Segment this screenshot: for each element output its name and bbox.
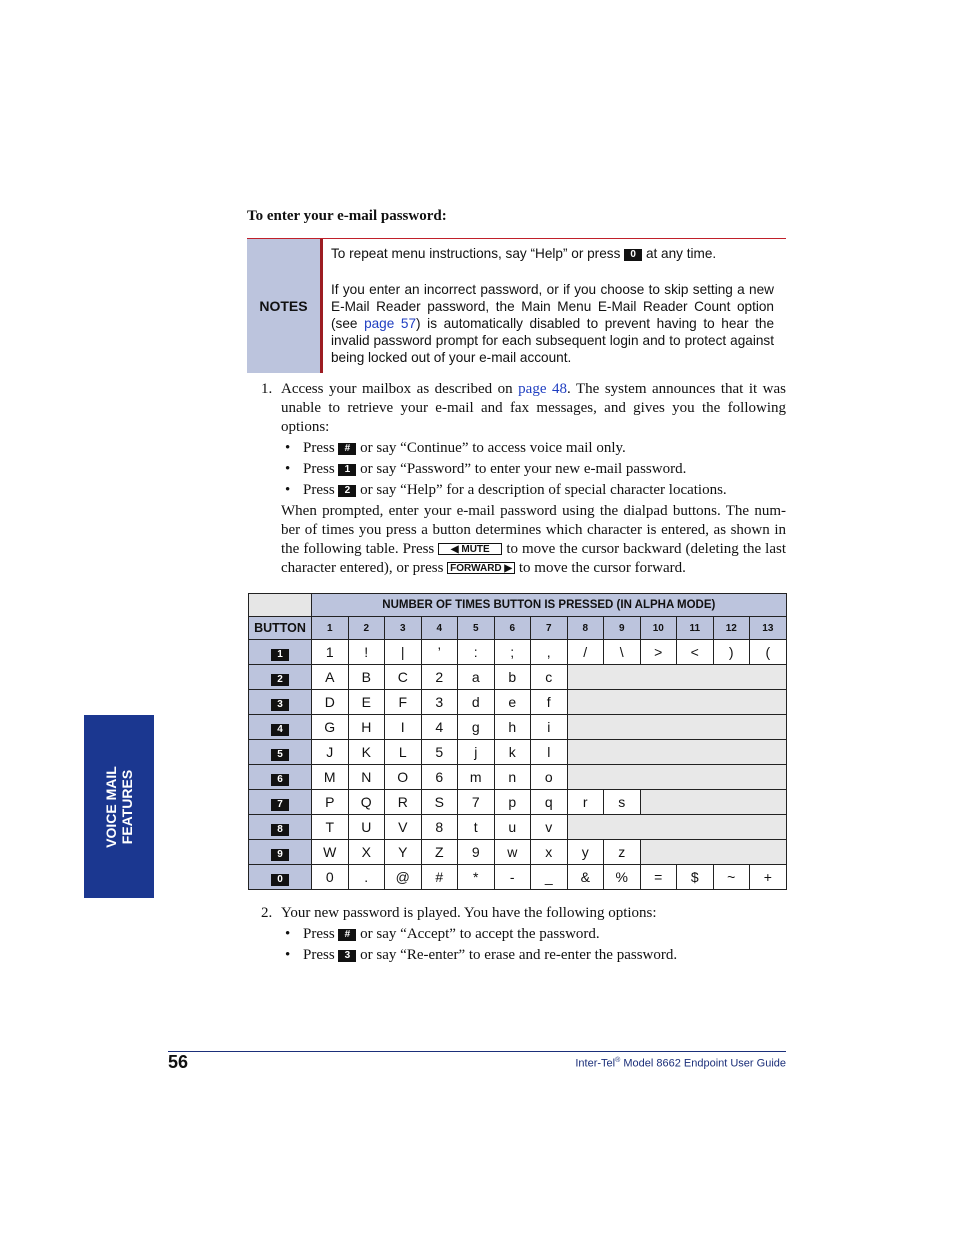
column-header: 2 [348, 617, 385, 640]
column-header: 6 [494, 617, 531, 640]
table-row [249, 840, 787, 865]
registered-mark: ® [615, 1057, 621, 1064]
notes-label: NOTES [247, 239, 323, 373]
section-title: To enter your e-mail password: [247, 208, 447, 224]
notes-line-1 [331, 245, 774, 262]
step-1-number: 1. [261, 381, 273, 397]
side-tab-line-2: FEATURES [119, 769, 136, 844]
step-2-number: 2. [261, 905, 273, 921]
empty-cell [567, 690, 786, 715]
table-cell: d [458, 690, 495, 715]
press-label: Press [303, 461, 335, 477]
table-cell: G [312, 715, 349, 740]
notes-para2-before: If you enter an incorrect password, or if you choose to skip setting a new E-Mail Reader password, the Main Menu E-Mail Reader Count option (see [331, 282, 774, 331]
table-cell: ~ [713, 865, 750, 890]
press-label: Press [303, 926, 335, 942]
dialpad-key-1: 1 [271, 649, 289, 661]
table-cell: * [458, 865, 495, 890]
button-cell [249, 840, 312, 865]
list-item [281, 439, 786, 458]
cont-c: to move the cursor forward. [518, 560, 686, 576]
footer-title [575, 1057, 786, 1070]
table-cell: V [385, 815, 422, 840]
table-cell: t [458, 815, 495, 840]
step-1-continuation [281, 502, 786, 578]
table-cell: _ [531, 865, 568, 890]
cont-b: to move the cursor backward (deleting the last character entered), or press [281, 541, 786, 576]
table-cell: 2 [421, 665, 458, 690]
table-cell: p [494, 790, 531, 815]
step-1-text [281, 380, 786, 437]
step-2-text: Your new password is played. You have the following options: [281, 905, 657, 921]
list-item [281, 925, 786, 944]
dialpad-key-2: 2 [271, 674, 289, 686]
table-cell: 0 [312, 865, 349, 890]
table-cell: v [531, 815, 568, 840]
table-cell: > [640, 640, 677, 665]
table-cell: 4 [421, 715, 458, 740]
table-cell: I [385, 715, 422, 740]
table-row [249, 740, 787, 765]
dialpad-key-9: 9 [271, 849, 289, 861]
dialpad-key-pound: # [338, 929, 356, 941]
table-cell: o [531, 765, 568, 790]
button-cell [249, 740, 312, 765]
table-cell: | [385, 640, 422, 665]
table-cell: < [677, 640, 714, 665]
side-tab-line-1: VOICE MAIL [103, 765, 120, 848]
table-cell: g [458, 715, 495, 740]
empty-cell [567, 740, 786, 765]
table-cell: D [312, 690, 349, 715]
table-cell: K [348, 740, 385, 765]
mute-key: ◀ MUTE [438, 543, 502, 555]
table-cell: z [604, 840, 641, 865]
table-cell: 9 [458, 840, 495, 865]
table-cell: Y [385, 840, 422, 865]
table-cell: Q [348, 790, 385, 815]
table-row [249, 665, 787, 690]
table-cell: C [385, 665, 422, 690]
column-header: 7 [531, 617, 568, 640]
table-cell: 7 [458, 790, 495, 815]
table-cell: @ [385, 865, 422, 890]
table-cell: R [385, 790, 422, 815]
table-cell: , [531, 640, 568, 665]
list-item [281, 946, 786, 965]
table-row [249, 815, 787, 840]
table-cell: n [494, 765, 531, 790]
table-cell: m [458, 765, 495, 790]
table-column-header-row [249, 617, 787, 640]
table-cell: h [494, 715, 531, 740]
column-header: 10 [640, 617, 677, 640]
table-cell: x [531, 840, 568, 865]
dialpad-key-0: 0 [271, 874, 289, 886]
table-cell: s [604, 790, 641, 815]
table-cell: U [348, 815, 385, 840]
button-cell [249, 715, 312, 740]
table-cell: B [348, 665, 385, 690]
empty-cell [567, 665, 786, 690]
dialpad-key-5: 5 [271, 749, 289, 761]
table-title: NUMBER OF TIMES BUTTON IS PRESSED (IN ALPHA MODE) [312, 594, 787, 617]
step-2-options [281, 925, 786, 965]
table-corner-cell [249, 594, 312, 617]
table-cell: y [567, 840, 604, 865]
table-cell: O [385, 765, 422, 790]
cont-a: When prompted, enter your e-mail password using the dialpad buttons. The num-ber of times you press a button determines which character is entered, as shown in the following table. Press [281, 503, 786, 557]
empty-cell [567, 765, 786, 790]
notes-para2-after: ) is automatically disabled to prevent having to hear the invalid password prompt for each subsequent login and to protect against being locked out of your e-mail account. [331, 316, 775, 365]
button-cell [249, 690, 312, 715]
table-row [249, 865, 787, 890]
table-cell: A [312, 665, 349, 690]
dialpad-key-7: 7 [271, 799, 289, 811]
table-row [249, 690, 787, 715]
option-text: or say “Password” to enter your new e-mail password. [360, 461, 687, 477]
button-cell [249, 865, 312, 890]
notes-text [331, 245, 774, 366]
table-cell: J [312, 740, 349, 765]
table-cell: q [531, 790, 568, 815]
table-row [249, 790, 787, 815]
option-text: or say “Help” for a description of special character locations. [360, 482, 727, 498]
column-header: 8 [567, 617, 604, 640]
dialpad-key-3: 3 [271, 699, 289, 711]
column-header: 9 [604, 617, 641, 640]
table-cell: W [312, 840, 349, 865]
table-cell: \ [604, 640, 641, 665]
table-cell: 3 [421, 690, 458, 715]
table-cell: 1 [312, 640, 349, 665]
forward-key: FORWARD ▶ [447, 562, 515, 574]
list-item [281, 460, 786, 479]
press-label: Press [303, 440, 335, 456]
empty-cell [567, 815, 786, 840]
notes-line1-after: at any time. [645, 246, 717, 261]
empty-cell [640, 840, 786, 865]
table-cell: r [567, 790, 604, 815]
table-cell: i [531, 715, 568, 740]
footer-rule [168, 1051, 786, 1052]
dialpad-key-8: 8 [271, 824, 289, 836]
button-cell [249, 790, 312, 815]
table-cell: . [348, 865, 385, 890]
notes-paragraph-2 [331, 281, 774, 366]
empty-cell [567, 715, 786, 740]
column-header: 13 [750, 617, 787, 640]
table-row [249, 715, 787, 740]
page-number: 56 [168, 1052, 189, 1072]
press-label: Press [303, 947, 335, 963]
table-cell: f [531, 690, 568, 715]
column-header: 11 [677, 617, 714, 640]
table-cell: N [348, 765, 385, 790]
dialpad-key-2: 2 [338, 485, 356, 497]
table-cell: ; [494, 640, 531, 665]
column-header: 5 [458, 617, 495, 640]
table-row [249, 765, 787, 790]
footer-brand: Inter-Tel [575, 1057, 616, 1070]
button-cell [249, 640, 312, 665]
section-side-tab [84, 715, 154, 898]
character-table [248, 593, 787, 890]
table-cell: X [348, 840, 385, 865]
table-cell: & [567, 865, 604, 890]
table-cell: k [494, 740, 531, 765]
side-tab-label [103, 766, 135, 848]
table-cell: M [312, 765, 349, 790]
table-cell: E [348, 690, 385, 715]
table-cell: % [604, 865, 641, 890]
table-cell: T [312, 815, 349, 840]
table-cell: b [494, 665, 531, 690]
table-cell: ( [750, 640, 787, 665]
table-cell: j [458, 740, 495, 765]
table-cell: : [458, 640, 495, 665]
table-cell: 5 [421, 740, 458, 765]
button-cell [249, 665, 312, 690]
table-cell: u [494, 815, 531, 840]
table-cell: a [458, 665, 495, 690]
table-cell: 6 [421, 765, 458, 790]
table-cell: c [531, 665, 568, 690]
table-row [249, 640, 787, 665]
table-cell: $ [677, 865, 714, 890]
step-1-text-after: . The system announces that it was unable to retrieve your e-mail and fax messages, and gives you the following options: [281, 381, 786, 435]
step-1-text-before: Access your mailbox as described on [281, 381, 513, 397]
table-cell: P [312, 790, 349, 815]
table-cell: l [531, 740, 568, 765]
option-text: or say “Accept” to accept the password. [360, 926, 600, 942]
table-cell: 8 [421, 815, 458, 840]
page-57-link[interactable]: page 57 [364, 316, 417, 331]
table-cell: ’ [421, 640, 458, 665]
table-header-row [249, 594, 787, 617]
notes-box [247, 238, 786, 374]
notes-line1-before: To repeat menu instructions, say “Help” or press [331, 246, 621, 261]
column-header: 3 [385, 617, 422, 640]
dialpad-key-pound: # [338, 443, 356, 455]
dialpad-key-0: 0 [624, 249, 642, 261]
table-cell: w [494, 840, 531, 865]
button-cell [249, 815, 312, 840]
option-text: or say “Continue” to access voice mail only. [360, 440, 626, 456]
step-1-options [281, 439, 786, 500]
table-cell: ) [713, 640, 750, 665]
button-cell [249, 765, 312, 790]
press-label: Press [303, 482, 335, 498]
table-cell: e [494, 690, 531, 715]
table-cell: - [494, 865, 531, 890]
list-item [281, 481, 786, 500]
step-1 [261, 380, 786, 578]
column-header: 1 [312, 617, 349, 640]
table-cell: + [750, 865, 787, 890]
dialpad-key-4: 4 [271, 724, 289, 736]
option-text: or say “Re-enter” to erase and re-enter the password. [360, 947, 678, 963]
column-header: 4 [421, 617, 458, 640]
page-48-link[interactable]: page 48 [518, 381, 567, 397]
table-cell: L [385, 740, 422, 765]
button-column-header: BUTTON [249, 617, 312, 640]
dialpad-key-1: 1 [338, 464, 356, 476]
table-cell: ! [348, 640, 385, 665]
table-cell: / [567, 640, 604, 665]
column-header: 12 [713, 617, 750, 640]
dialpad-key-6: 6 [271, 774, 289, 786]
dialpad-key-3: 3 [338, 950, 356, 962]
empty-cell [640, 790, 786, 815]
table-cell: = [640, 865, 677, 890]
table-cell: H [348, 715, 385, 740]
footer-guide-name: Model 8662 Endpoint User Guide [620, 1057, 786, 1070]
table-cell: Z [421, 840, 458, 865]
table-cell: # [421, 865, 458, 890]
table-cell: S [421, 790, 458, 815]
table-cell: F [385, 690, 422, 715]
step-2 [261, 904, 786, 967]
